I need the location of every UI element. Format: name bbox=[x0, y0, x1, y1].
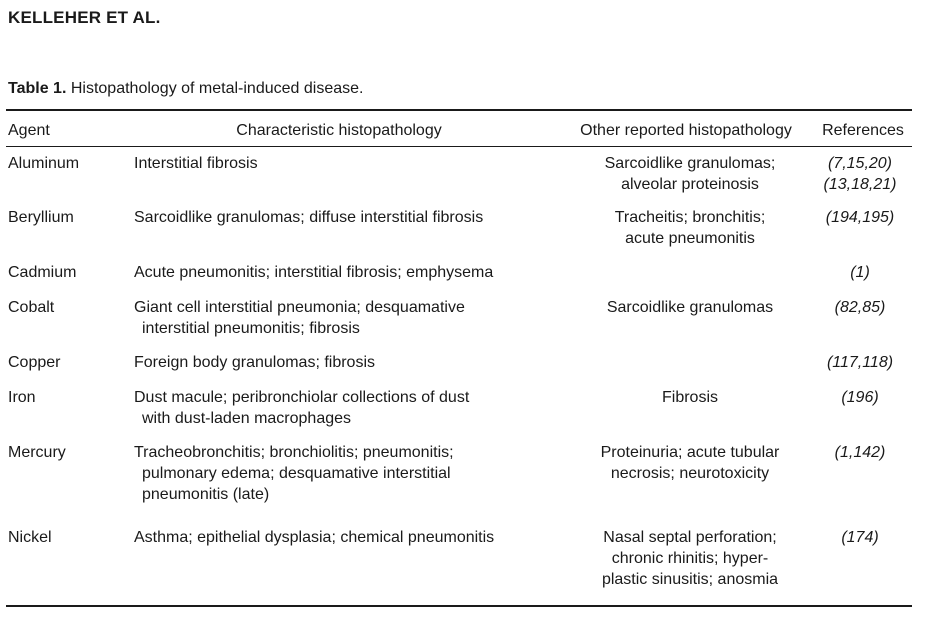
cell-agent: Mercury bbox=[8, 444, 66, 461]
cell-line: Proteinuria; acute tubular bbox=[600, 444, 780, 461]
cell-line: (13,18,21) bbox=[823, 176, 897, 193]
cell-line: necrosis; neurotoxicity bbox=[610, 465, 770, 482]
cell-characteristic bbox=[134, 153, 554, 174]
table-bottom-rule bbox=[6, 605, 912, 607]
table-caption-text: Histopathology of metal-induced disease. bbox=[70, 80, 364, 97]
cell-line: Acute pneumonitis; interstitial fibrosis; emphysema bbox=[134, 264, 494, 281]
cell-references bbox=[808, 387, 912, 408]
cell-line: (174) bbox=[841, 529, 879, 546]
cell-line: pneumonitis (late) bbox=[142, 486, 270, 503]
cell-other bbox=[570, 153, 810, 195]
cell-references bbox=[808, 207, 912, 228]
cell-line: Sarcoidlike granulomas bbox=[606, 299, 774, 316]
cell-agent: Cobalt bbox=[8, 299, 55, 316]
cell-references bbox=[808, 527, 912, 548]
cell-characteristic bbox=[134, 442, 554, 505]
cell-other bbox=[570, 387, 810, 408]
cell-characteristic bbox=[134, 387, 554, 429]
cell-line: Interstitial fibrosis bbox=[134, 155, 258, 172]
cell-line: Sarcoidlike granulomas; diffuse interstitial fibrosis bbox=[134, 209, 484, 226]
column-header-agent: Agent bbox=[8, 122, 50, 139]
table-caption bbox=[8, 80, 363, 98]
cell-line: (1) bbox=[850, 264, 870, 281]
cell-characteristic bbox=[134, 352, 554, 373]
cell-line: Tracheitis; bronchitis; bbox=[614, 209, 766, 226]
cell-agent: Cadmium bbox=[8, 264, 77, 281]
cell-line: (196) bbox=[841, 389, 879, 406]
cell-line: chronic rhinitis; hyper- bbox=[611, 550, 769, 567]
cell-line: Nasal septal perforation; bbox=[603, 529, 777, 546]
cell-line: Foreign body granulomas; fibrosis bbox=[134, 354, 376, 371]
cell-characteristic bbox=[134, 207, 554, 228]
running-head: KELLEHER ET AL. bbox=[8, 8, 161, 27]
cell-references bbox=[808, 442, 912, 463]
cell-agent: Nickel bbox=[8, 529, 52, 546]
cell-agent: Beryllium bbox=[8, 209, 74, 226]
cell-other bbox=[570, 442, 810, 484]
cell-other bbox=[570, 527, 810, 590]
cell-line: with dust-laden macrophages bbox=[142, 410, 352, 427]
cell-other bbox=[570, 207, 810, 249]
cell-line: Fibrosis bbox=[661, 389, 718, 406]
cell-characteristic bbox=[134, 527, 554, 548]
cell-line: (1,142) bbox=[834, 444, 886, 461]
cell-references bbox=[808, 352, 912, 373]
cell-line: Sarcoidlike granulomas; bbox=[604, 155, 776, 172]
cell-characteristic bbox=[134, 262, 554, 283]
cell-references bbox=[808, 153, 912, 195]
cell-line: interstitial pneumonitis; fibrosis bbox=[142, 320, 360, 337]
cell-line: alveolar proteinosis bbox=[621, 176, 759, 193]
table-caption-label: Table 1. bbox=[8, 80, 67, 97]
cell-characteristic bbox=[134, 297, 554, 339]
cell-agent: Aluminum bbox=[8, 155, 80, 172]
cell-agent: Copper bbox=[8, 354, 61, 371]
cell-line: (7,15,20) bbox=[827, 155, 893, 172]
cell-line: Dust macule; peribronchiolar collections of dust bbox=[134, 389, 470, 406]
cell-line: pulmonary edema; desquamative interstitial bbox=[142, 465, 451, 482]
cell-line: (194,195) bbox=[825, 209, 895, 226]
cell-references bbox=[808, 297, 912, 318]
cell-line: Asthma; epithelial dysplasia; chemical pneumonitis bbox=[134, 529, 495, 546]
cell-agent: Iron bbox=[8, 389, 36, 406]
cell-line: plastic sinusitis; anosmia bbox=[601, 571, 779, 588]
column-header-other: Other reported histopathology bbox=[580, 122, 792, 139]
cell-line: (82,85) bbox=[834, 299, 886, 316]
cell-line: Tracheobronchitis; bronchiolitis; pneumonitis; bbox=[134, 444, 454, 461]
cell-other bbox=[570, 297, 810, 318]
cell-line: acute pneumonitis bbox=[625, 230, 755, 247]
table-top-rule bbox=[6, 109, 912, 111]
column-header-characteristic: Characteristic histopathology bbox=[236, 122, 442, 139]
cell-line: (117,118) bbox=[826, 354, 894, 371]
cell-references bbox=[808, 262, 912, 283]
column-header-references: References bbox=[822, 122, 904, 139]
table-header-rule bbox=[6, 146, 912, 147]
cell-line: Giant cell interstitial pneumonia; desquamative bbox=[134, 299, 465, 316]
